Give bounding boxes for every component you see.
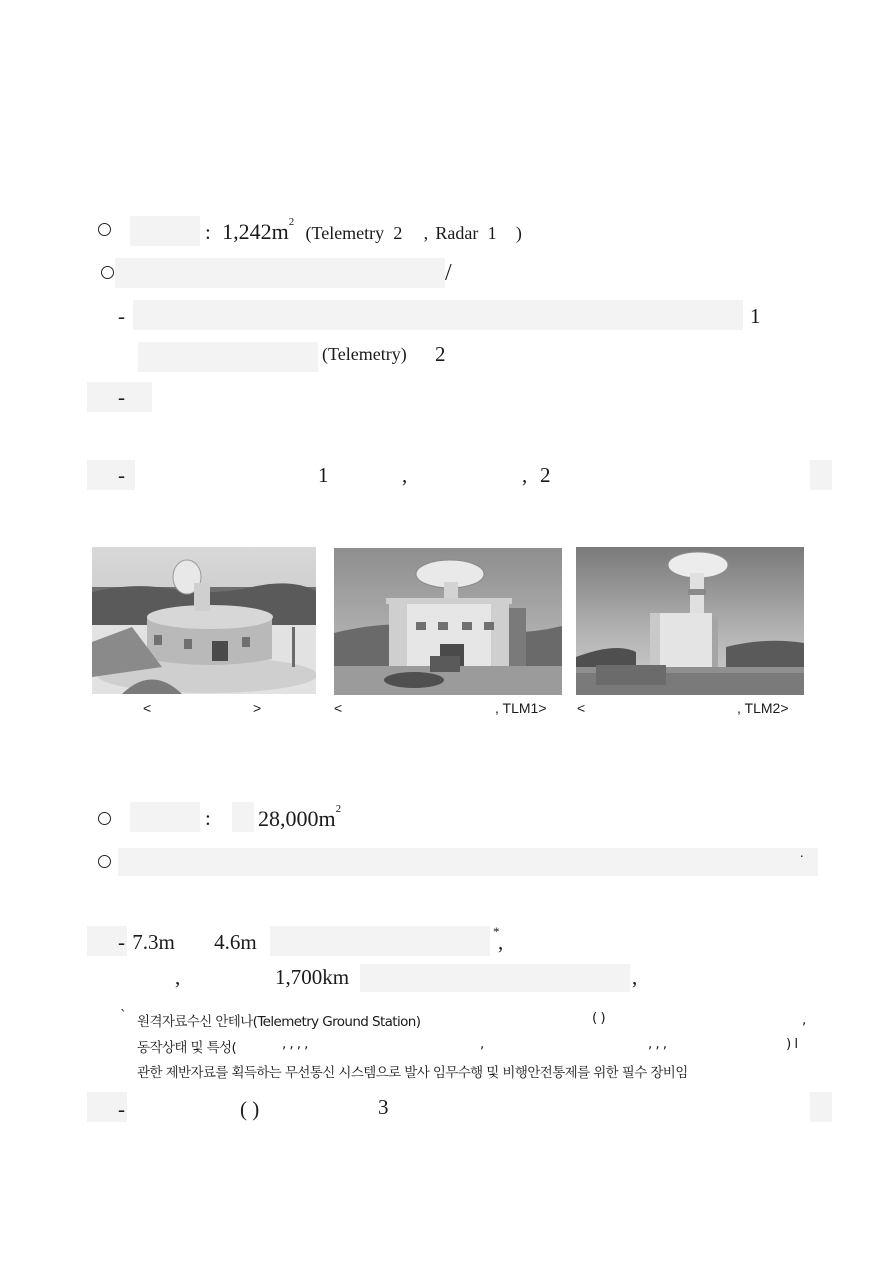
caption-3-open: <	[577, 700, 586, 716]
footnote-line1-comma: ,	[802, 1012, 806, 1028]
s1-dash3-n2: 2	[540, 463, 551, 487]
s2-dash1: - 7.3m 4.6m	[118, 930, 257, 954]
footnote-line1: 원격자료수신 안테나(Telemetry Ground Station)	[137, 1014, 421, 1030]
footnote-line1-paren: ( )	[592, 1010, 606, 1026]
s2-dash2-number: 3	[378, 1095, 389, 1119]
footnote-line2-end: ) l	[786, 1036, 798, 1052]
s2-dash2: -	[118, 1097, 125, 1121]
s2-line2-comma1: ,	[175, 965, 181, 989]
footnote-line2-tail-commas: , , ,	[648, 1036, 667, 1052]
s1-bullet1-text: : $1,242m^2$ (Telemetry 2 , Radar 1 )	[205, 216, 522, 244]
caption-2-tail: , TLM1>	[495, 700, 547, 716]
s1-dash3-comma1: ,	[402, 463, 408, 487]
s1-dash3: -	[118, 463, 125, 487]
s1-dash3-comma2: ,	[522, 463, 528, 487]
caption-2-open: <	[334, 700, 343, 716]
caption-1-open: <	[143, 700, 152, 716]
s1-dash2: -	[118, 385, 125, 409]
s2-line2-distance: 1,700km	[275, 965, 350, 989]
s1-bullet2-slash: /	[445, 260, 452, 286]
s2-bullet2-period: .	[800, 846, 804, 861]
caption-3-tail: , TLM2>	[737, 700, 789, 716]
photo-radar-station	[92, 547, 316, 694]
s2-dash2-paren: ( )	[240, 1097, 260, 1121]
bullet-circle	[98, 812, 111, 825]
caption-1-close: >	[253, 700, 262, 716]
bullet-circle	[101, 266, 114, 279]
s1-dash3-n1: 1	[318, 463, 329, 487]
s2-dash1-asterisk: *	[493, 924, 500, 939]
s2-dash1-comma: ,	[498, 930, 504, 954]
footnote-line3: 관한 제반자료를 획득하는 무선통신 시스템으로 발사 임무수행 및 비행안전통제를 위한 필수 장비임	[137, 1065, 688, 1081]
footnote-line2-commas: , , , ,	[282, 1036, 308, 1052]
s2-line2-comma2: ,	[632, 965, 638, 989]
bullet-circle	[98, 855, 111, 868]
s1-dash1-telemetry: (Telemetry)	[322, 344, 407, 364]
photo-tlm2-antenna	[576, 547, 804, 695]
footnote-line2-comma5: ,	[480, 1036, 484, 1052]
s1-dash1-telemetry-count: 2	[435, 342, 446, 366]
footnote-line2: 동작상태 및 특성(	[137, 1040, 237, 1056]
s2-bullet1-area: $28,000m^2$	[258, 803, 342, 831]
s1-dash1: -	[118, 304, 125, 328]
s2-bullet1-colon: :	[205, 806, 211, 830]
s1-dash1-number: 1	[750, 304, 761, 328]
photo-tlm1-antenna	[334, 548, 562, 695]
footnote-mark: `	[120, 1008, 127, 1024]
bullet-circle	[98, 223, 111, 236]
